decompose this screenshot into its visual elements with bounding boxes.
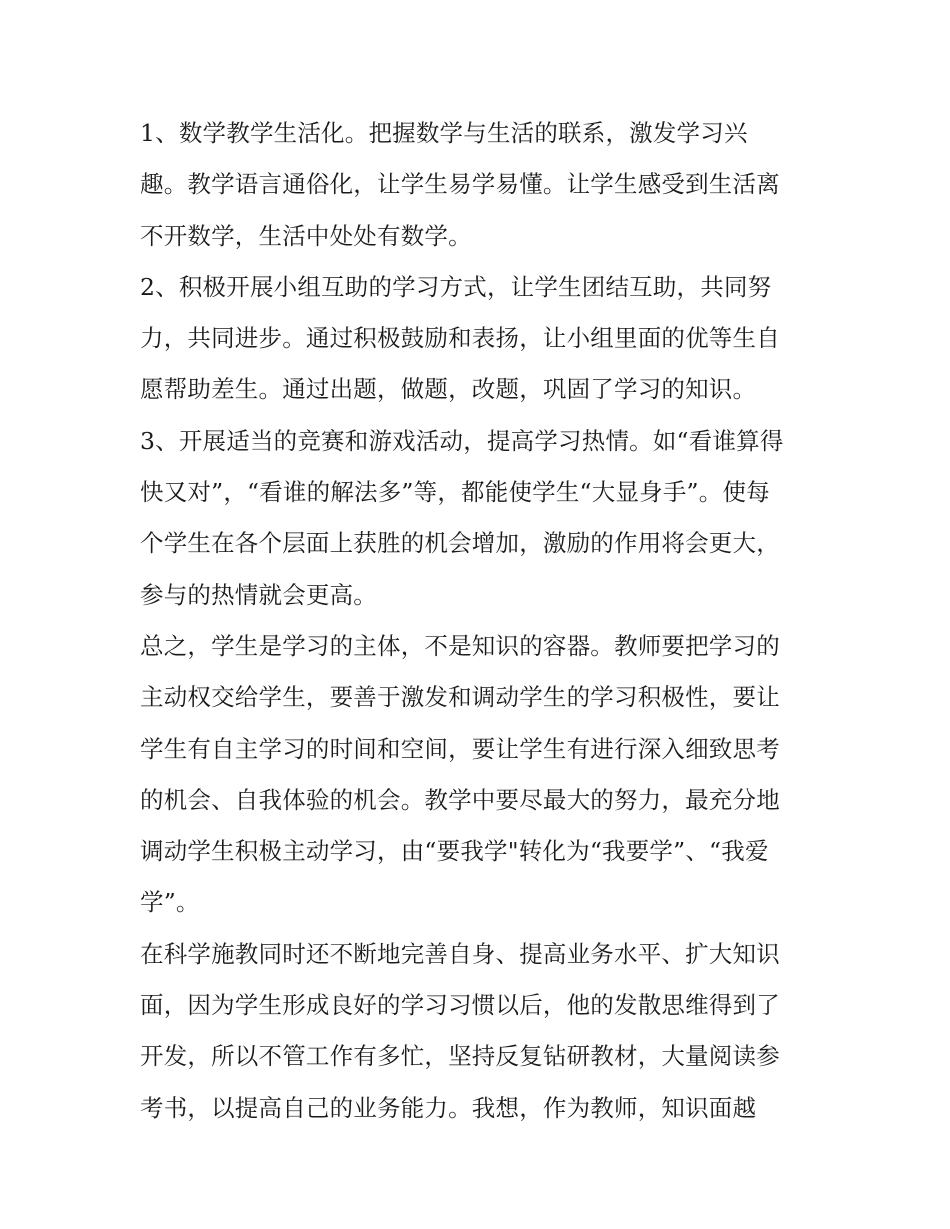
text-line: 的机会、自我体验的机会。教学中要尽最大的努力，最充分地 xyxy=(140,785,780,814)
text-line: 学生有自主学习的时间和空间，要让学生有进行深入细致思考 xyxy=(140,734,780,763)
document-body xyxy=(140,108,820,1134)
text-line: 3、开展适当的竞赛和游戏活动，提高学习热情。如“看谁算得 xyxy=(140,426,784,455)
text-line: 开发，所以不管工作有多忙，坚持反复钻研教材，大量阅读参 xyxy=(140,1042,780,1071)
text-line: 学”。 xyxy=(140,888,200,917)
text-line: 1、数学教学生活化。把握数学与生活的联系，激发学习兴 xyxy=(140,119,748,147)
text-line: 力，共同进步。通过积极鼓励和表扬，让小组里面的优等生自 xyxy=(140,324,780,353)
text-line: 总之，学生是学习的主体，不是知识的容器。教师要把学习的 xyxy=(140,631,780,660)
text-line: 愿帮助差生。通过出题，做题，改题，巩固了学习的知识。 xyxy=(140,375,757,404)
text-line: 2、积极开展小组互助的学习方式，让学生团结互助，共同努 xyxy=(140,272,772,301)
text-line: 参与的热情就会更高。 xyxy=(140,580,377,609)
text-line: 调动学生积极主动学习，由“要我学"转化为“我要学”、“我爱 xyxy=(140,837,769,866)
text-line: 趣。教学语言通俗化，让学生易学易懂。让学生感受到生活离 xyxy=(140,170,780,199)
text-line: 个学生在各个层面上获胜的机会增加，激励的作用将会更大， xyxy=(140,529,780,558)
text-line: 主动权交给学生，要善于激发和调动学生的学习积极性，要让 xyxy=(140,683,780,712)
text-line: 不开数学，生活中处处有数学。 xyxy=(140,221,472,250)
text-line: 在科学施教同时还不断地完善自身、提高业务水平、扩大知识 xyxy=(140,939,780,968)
text-line: 考书，以提高自己的业务能力。我想，作为教师，知识面越 xyxy=(140,1093,757,1122)
text-line: 快又对”，“看谁的解法多”等，都能使学生“大显身手”。使每 xyxy=(140,478,770,507)
text-line: 面，因为学生形成良好的学习习惯以后，他的发散思维得到了 xyxy=(140,991,780,1020)
